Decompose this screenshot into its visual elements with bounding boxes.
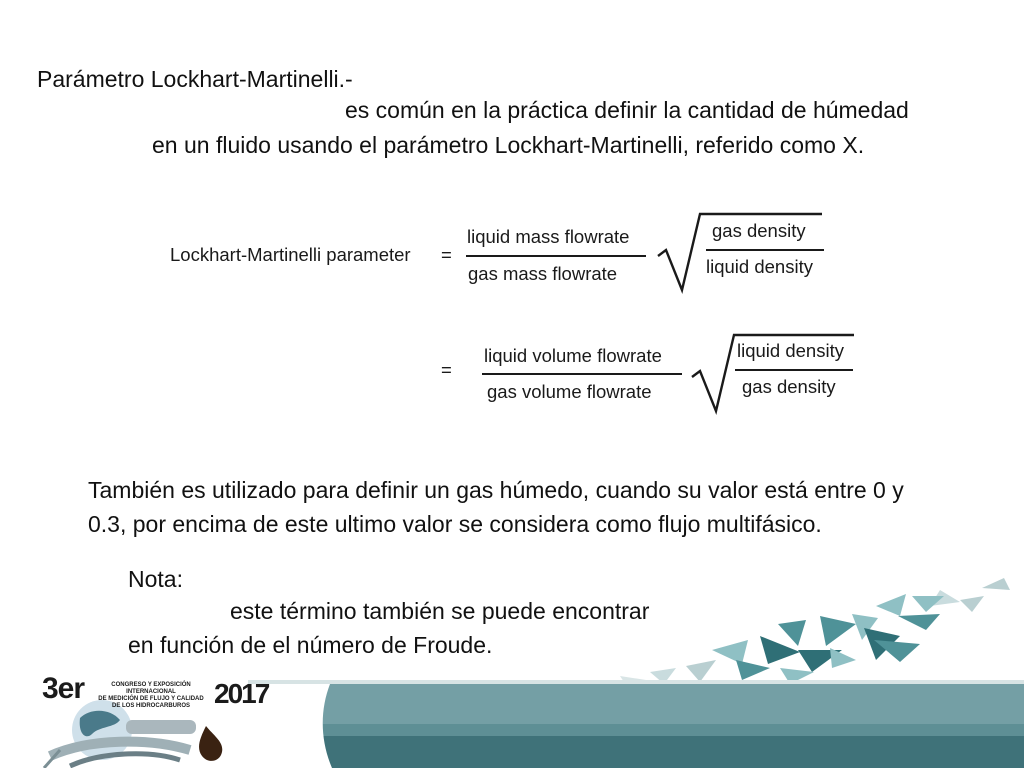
formula-equals-1: = [441,244,452,265]
formula-equals-2: = [441,359,452,380]
slide-title: Parámetro Lockhart-Martinelli.- [37,66,353,92]
mass-root-denominator: liquid density [706,256,813,277]
note-line-1: este término también se puede encontrar [230,598,650,624]
mass-numerator: liquid mass flowrate [467,226,630,247]
intro-line-1: es común en la práctica definir la cantidad de húmedad [345,97,909,123]
mass-root-numerator: gas density [712,220,806,241]
mass-root-fraction-bar [706,249,824,251]
intro-line-2: en un fluido usando el parámetro Lockhart-Martinelli, referido como X. [152,132,865,158]
logo-number: 3er [42,672,85,705]
formula-lhs: Lockhart-Martinelli parameter [170,244,411,265]
logo-caption-line-1: CONGRESO Y EXPOSICIÓN INTERNACIONAL [111,682,191,695]
note-label: Nota: [128,566,183,592]
logo-caption-line-3: DE LOS HIDROCARBUROS [111,703,190,709]
logo-caption [86,682,216,710]
volume-root-numerator: liquid density [737,340,844,361]
logo-caption-line-2: DE MEDICIÓN DE FLUJO Y CALIDAD [98,696,204,702]
volume-denominator: gas volume flowrate [487,381,652,402]
volume-root-fraction-bar [735,369,853,371]
mass-denominator: gas mass flowrate [468,263,618,284]
volume-root-denominator: gas density [742,376,836,397]
volume-fraction-bar [482,373,682,375]
congress-logo [30,668,270,768]
volume-numerator: liquid volume flowrate [484,345,662,366]
paragraph-line-1: También es utilizado para definir un gas húmedo, cuando su valor está entre 0 y [88,477,904,503]
paragraph-line-2: 0.3, por encima de este ultimo valor se considera como flujo multifásico. [88,511,822,537]
mass-fraction-bar [466,255,646,257]
logo-year: 2017 [214,678,269,709]
note-line-2: en función de el número de Froude. [128,632,493,658]
